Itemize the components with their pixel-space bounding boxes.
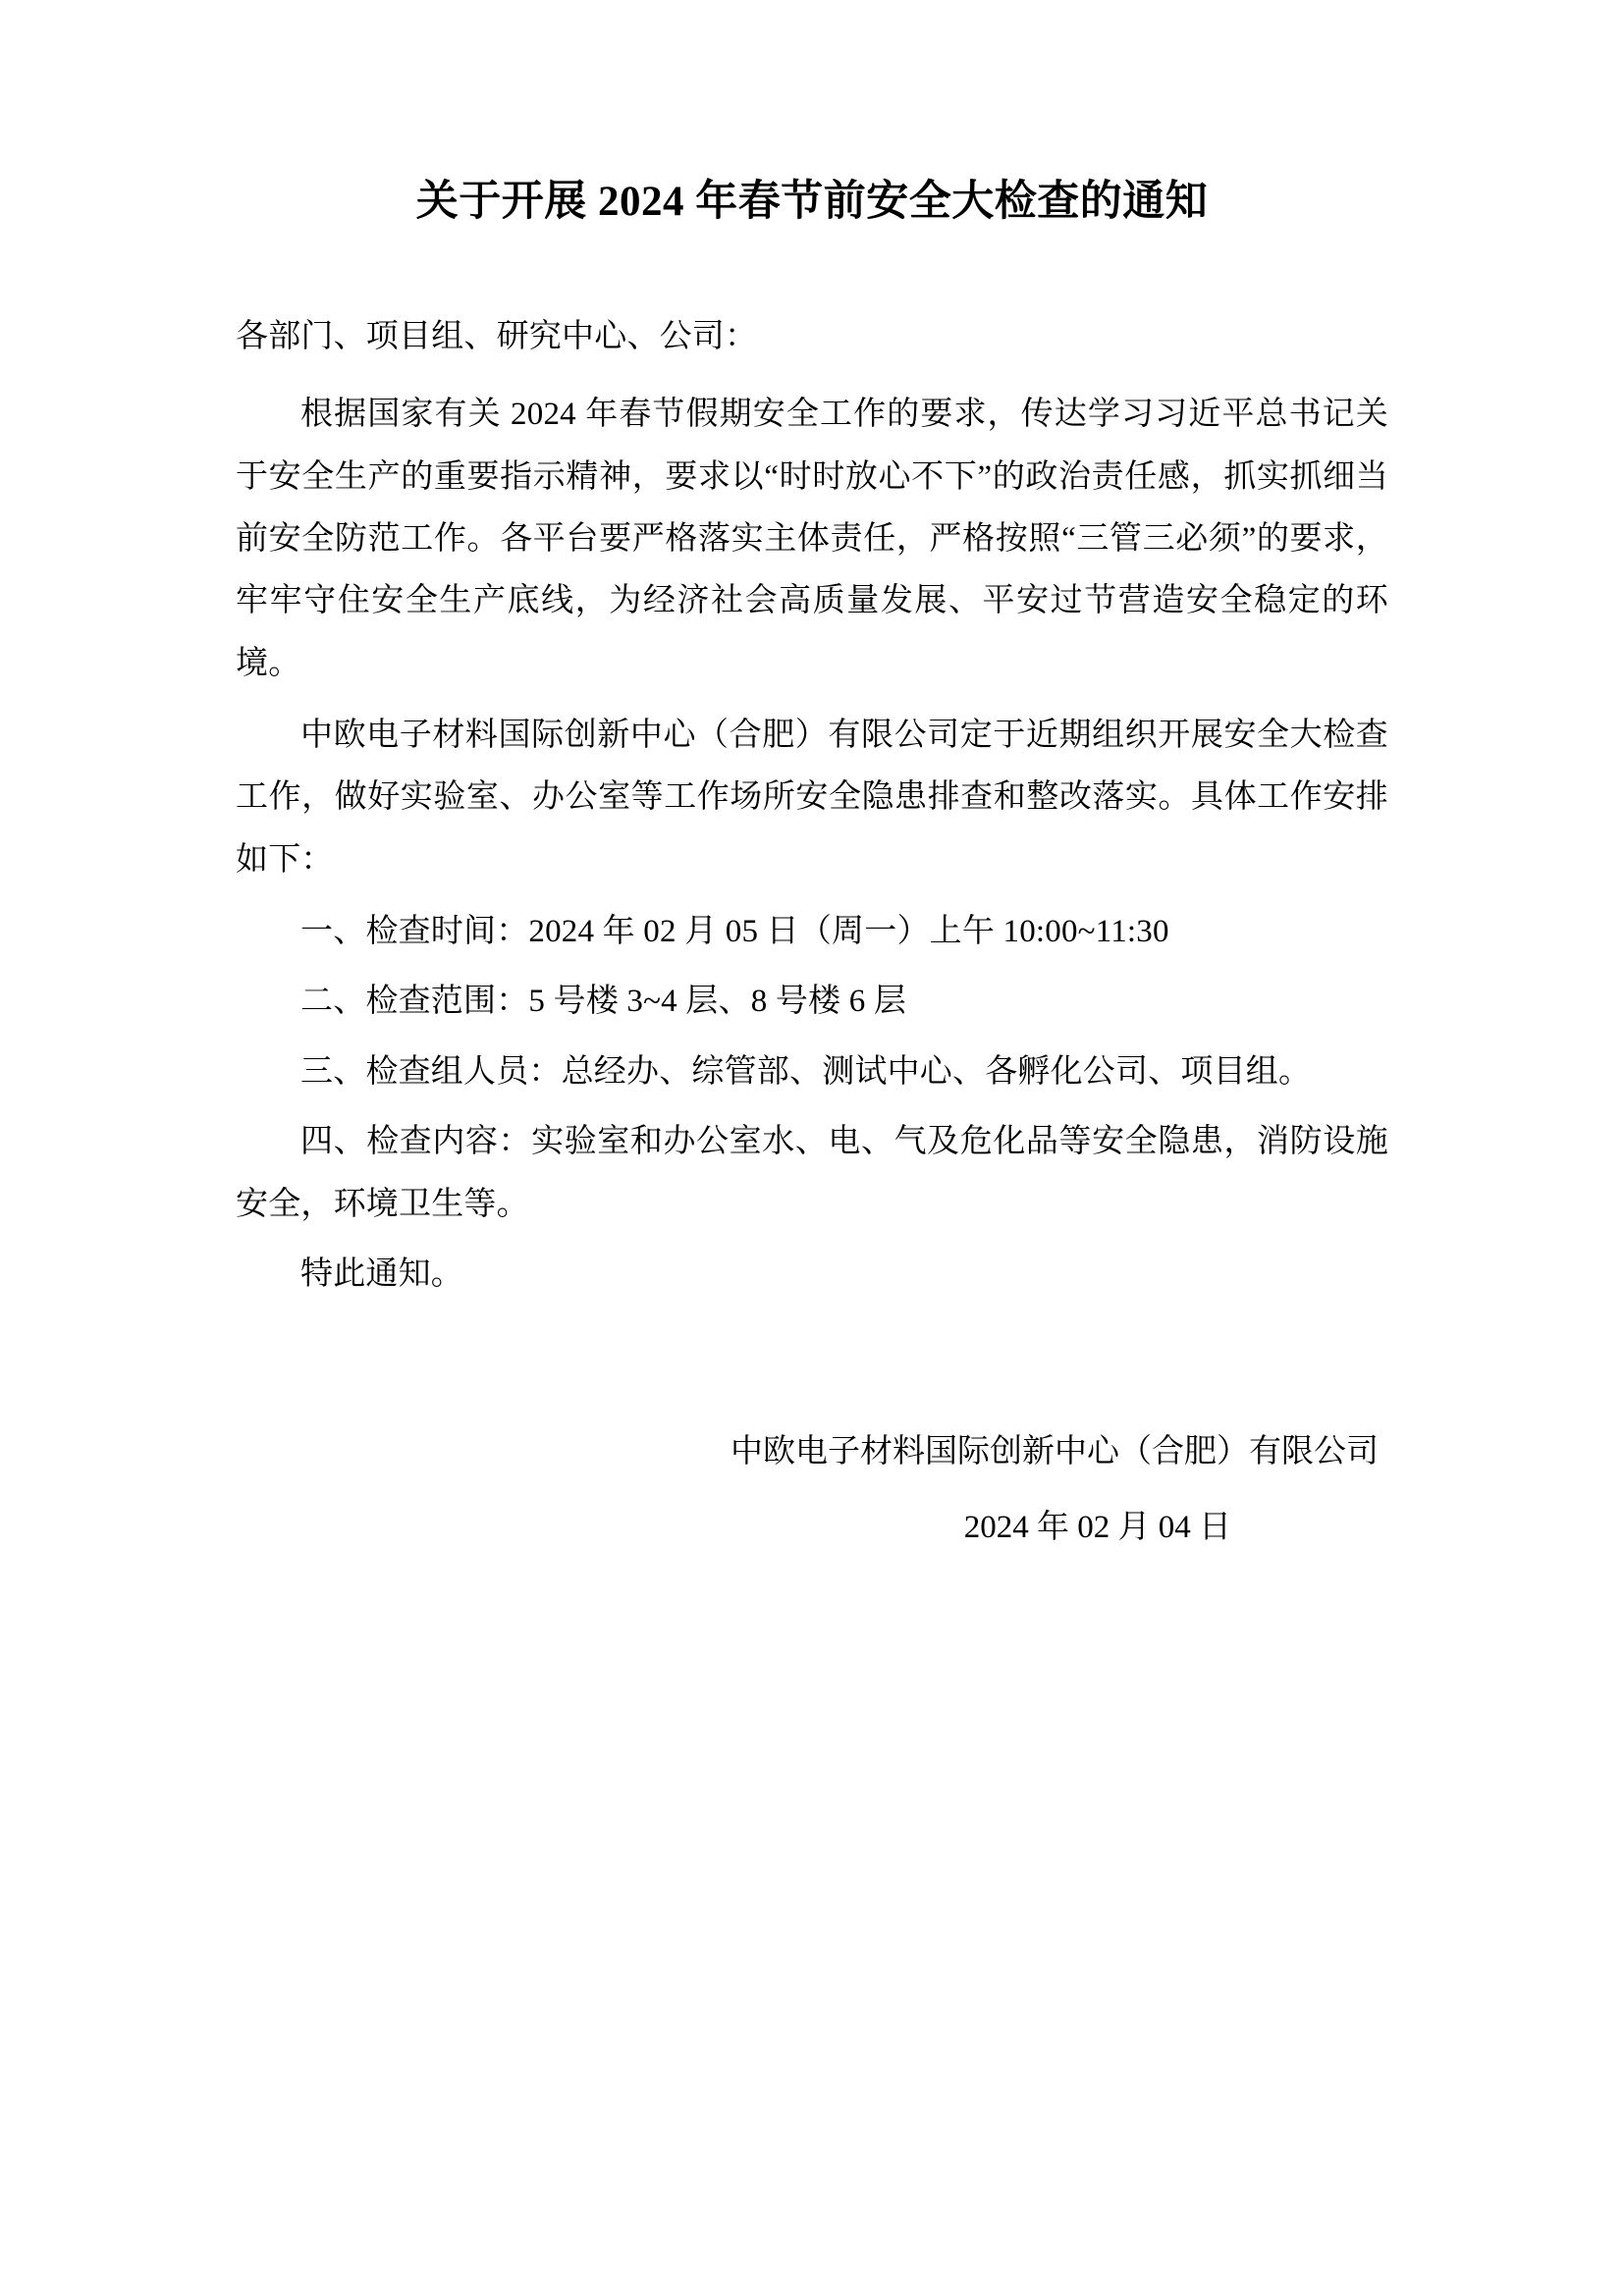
signature-date: 2024 年 02 月 04 日 (963, 1509, 1231, 1545)
list-item: 三、检查组人员：总经办、综管部、测试中心、各孵化公司、项目组。 (300, 1053, 1312, 1090)
signature-organization: 中欧电子材料国际创新中心（合肥）有限公司 (731, 1434, 1379, 1470)
salutation: 各部门、项目组、研究中心、公司： (236, 318, 758, 354)
signature-block (236, 1421, 1388, 1558)
paragraph-2: 中欧电子材料国际创新中心（合肥）有限公司定于近期组织开展安全大检查工作，做好实验室、办公室等工作场所安全隐患排查和整改落实。具体工作安排如下： (236, 718, 1388, 878)
page-title: 关于开展 2024 年春节前安全大检查的通知 (415, 179, 1209, 225)
closing-statement: 特此通知。 (300, 1255, 463, 1292)
list-item: 四、检查内容：实验室和办公室水、电、气及危化品等安全隐患，消防设施安全，环境卫生等。 (236, 1124, 1388, 1222)
list-item: 二、检查范围：5 号楼 3~4 层、8 号楼 6 层 (300, 984, 907, 1020)
paragraph-1: 根据国家有关 2024 年春节假期安全工作的要求，传达学习习近平总书记关于安全生产的重要指示精神，要求以“时时放心不下”的政治责任感，抓实抓细当前安全防范工作。各平台要严格落实主体责任，严格按照“三管三必须”的要求，牢牢守住安全生产底线，为经济社会高质量发展、平安过节营造安全稳定的环境。 (236, 397, 1388, 681)
document-body (236, 306, 1388, 1306)
list-item: 一、检查时间：2024 年 02 月 05 日（周一）上午 10:00~11:30 (300, 914, 1169, 950)
